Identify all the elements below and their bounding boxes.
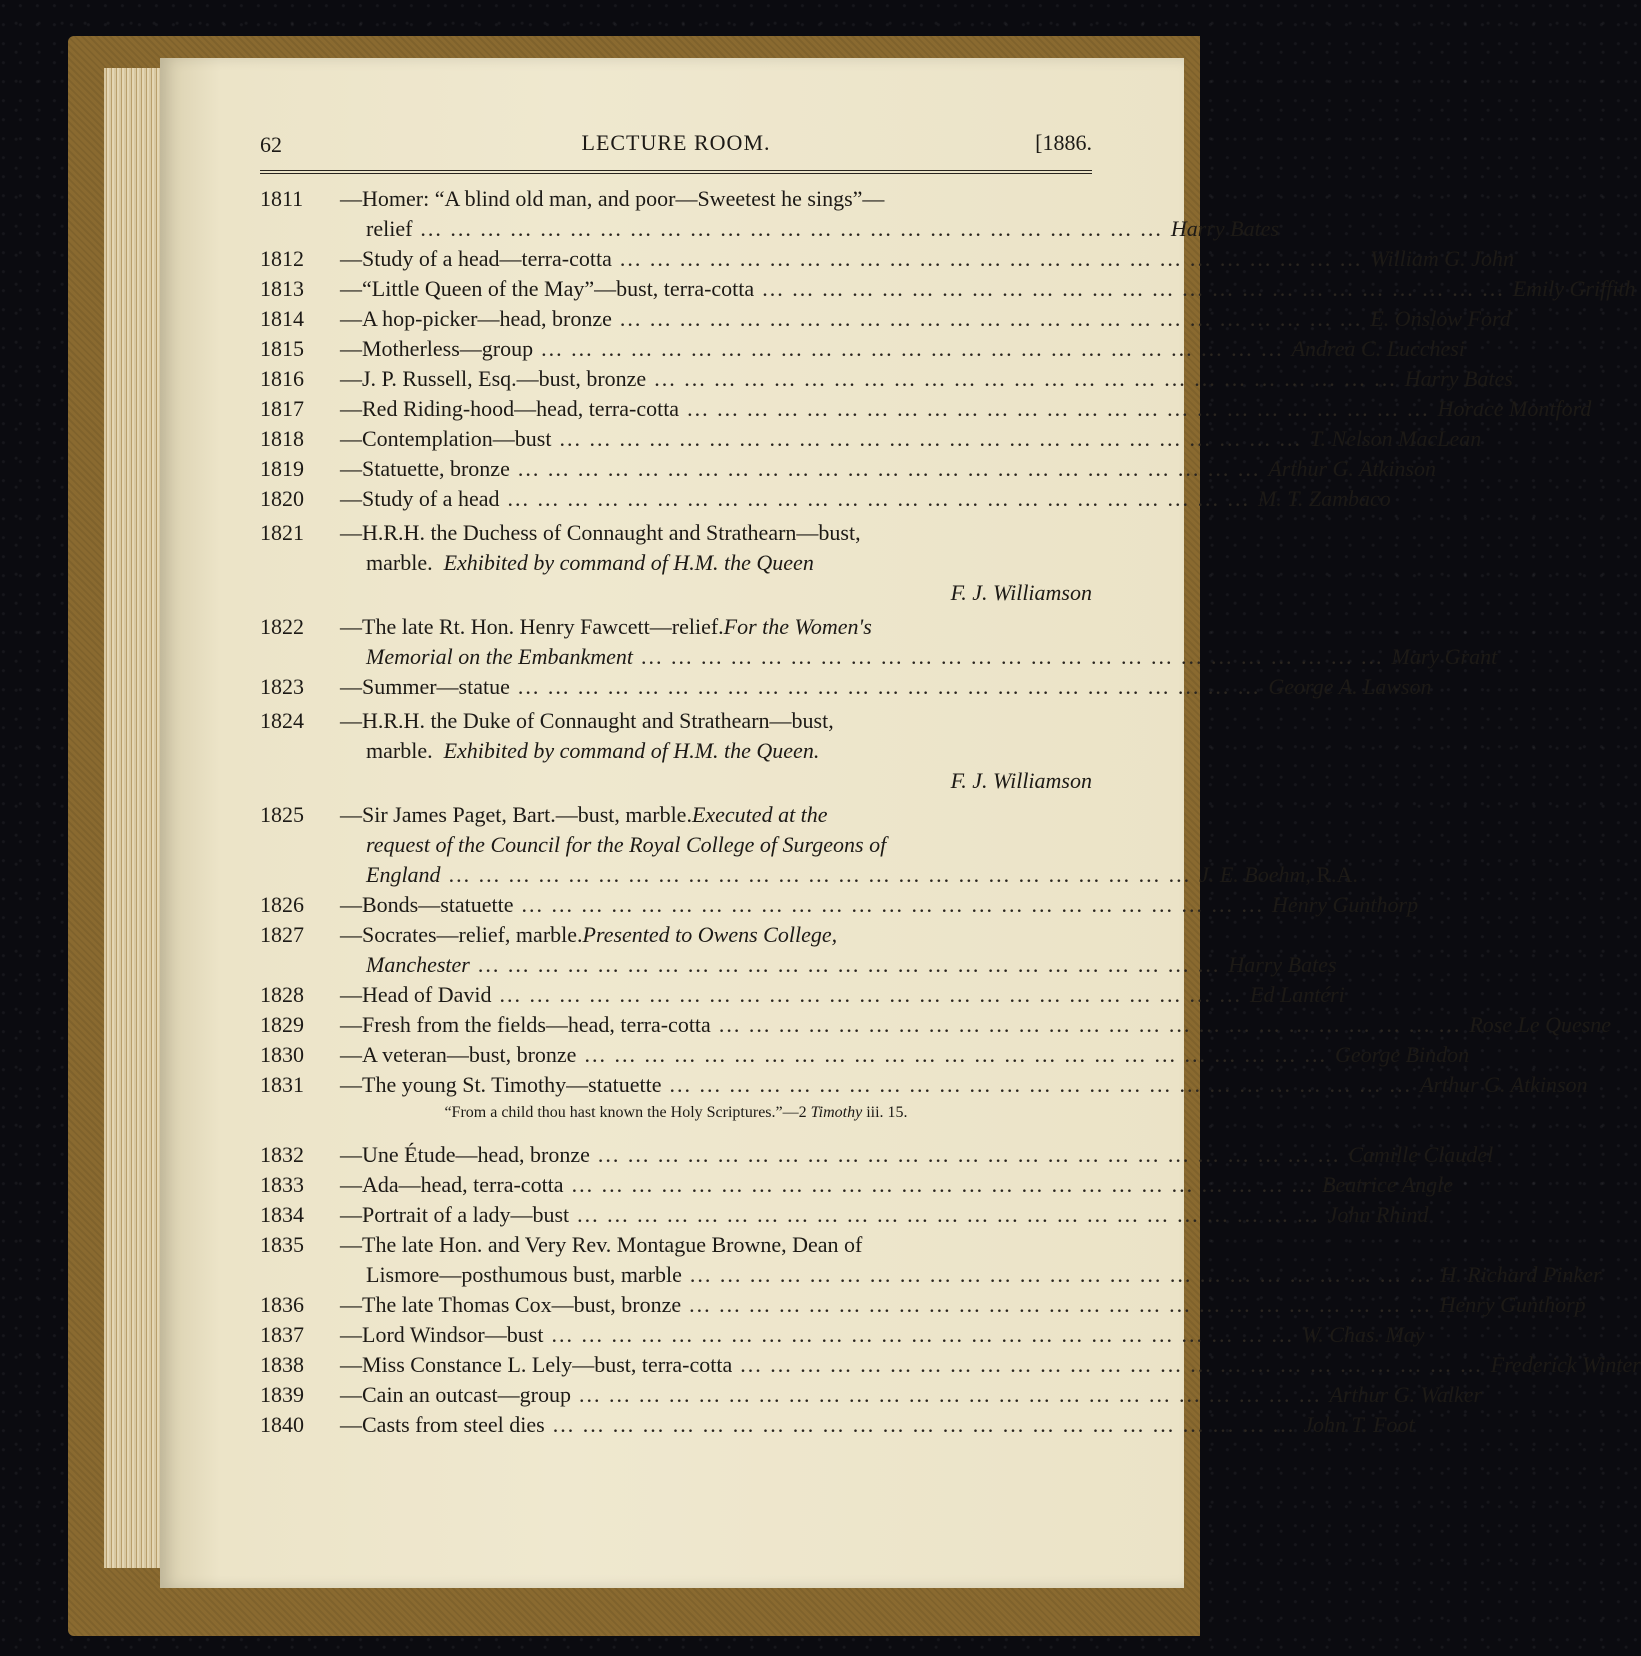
entry-number: 1820: [260, 486, 304, 511]
artist-name: John T. Foot: [1303, 1412, 1415, 1437]
entry-title: —Ada—head, terra-cotta: [340, 1172, 564, 1197]
catalogue-entry: [260, 1040, 1470, 1070]
catalogue-entry: [260, 394, 1592, 424]
entry-line: [260, 1230, 1092, 1260]
artist-name: J. E. Boehm: [1199, 862, 1306, 887]
entry-number: 1811: [260, 186, 304, 211]
entry-line: [260, 394, 1592, 424]
leader-dots: [470, 950, 1229, 980]
entry-line: [260, 548, 1092, 578]
catalogue-entry: [260, 304, 1511, 334]
entry-title: —A veteran—bust, bronze: [340, 1042, 577, 1067]
artist-name: Camille Claudel: [1348, 1142, 1494, 1167]
entry-number: 1836: [260, 1292, 304, 1317]
entry-number: 1828: [260, 982, 304, 1007]
page-number: 62: [260, 132, 282, 157]
catalogue-list: [260, 1140, 1641, 1440]
artist-name: George Bindon: [1334, 1042, 1470, 1067]
entry-title: —Homer: “A blind old man, and poor—Sweetest he sings”—: [340, 186, 885, 211]
artist-name: Emily Griffith: [1512, 276, 1636, 301]
leader-dots: [412, 214, 1171, 244]
entry-line: [260, 950, 1337, 980]
artist-name: George A. Lawson: [1268, 674, 1432, 699]
epigraph-verse: iii. 15.: [866, 1104, 908, 1121]
catalogue-entry: [260, 1070, 1588, 1100]
page-edges: [104, 68, 168, 1568]
leader-dots: [732, 1350, 1491, 1380]
entry-number: 1816: [260, 366, 304, 391]
entry-title: —H.R.H. the Duchess of Connaught and Strathearn—bust,: [340, 520, 861, 545]
catalogue-entry: [260, 424, 1482, 454]
leader-dots: [576, 1040, 1335, 1070]
entry-number: 1817: [260, 396, 304, 421]
entry-line: [260, 890, 1419, 920]
artist-name: Ed Lantéri: [1250, 982, 1345, 1007]
entry-line: [260, 672, 1432, 702]
entry-line: [260, 1320, 1425, 1350]
entry-line: [260, 214, 1280, 244]
entry-number: 1826: [260, 892, 304, 917]
artist-name: Horace Montford: [1437, 396, 1592, 421]
entry-line: [260, 1290, 1586, 1320]
catalogue-entry: [260, 244, 1514, 274]
entry-note: request of the Council for the Royal College of Surgeons of: [366, 832, 887, 857]
artist-name: Harry Bates: [1170, 216, 1280, 241]
running-head: [260, 124, 1092, 168]
leader-dots: [590, 1140, 1349, 1170]
entry-line: [260, 244, 1514, 274]
artist-name: Henry Gunthorp: [1272, 892, 1419, 917]
entry-title: —The late Rt. Hon. Henry Fawcett—relief.: [340, 614, 724, 639]
artist-name: Henry Gunthorp: [1439, 1292, 1586, 1317]
entry-line: [260, 334, 1465, 364]
entry-title: —Motherless—group: [340, 336, 534, 361]
leader-dots: [633, 642, 1392, 672]
leader-dots: [441, 860, 1200, 890]
entry-title: —Study of a head: [340, 486, 500, 511]
leader-dots: [711, 1010, 1470, 1040]
leader-dots: [510, 454, 1269, 484]
artist-name: William G. John: [1370, 246, 1514, 271]
entry-number: 1824: [260, 708, 304, 733]
entry-line: [260, 274, 1636, 304]
entry-title: —Bonds—statuette: [340, 892, 514, 917]
entry-title: —H.R.H. the Duke of Connaught and Strathearn—bust,: [340, 708, 834, 733]
catalogue-entry: [260, 1350, 1641, 1380]
entry-line: [260, 1010, 1612, 1040]
artist-name: T. Nelson MacLean: [1309, 426, 1482, 451]
entry-number: 1825: [260, 802, 304, 827]
leader-dots: [569, 1200, 1328, 1230]
entry-number: 1818: [260, 426, 304, 451]
artist-name: Andrea C. Lucchesi: [1291, 336, 1465, 361]
epigraph-text: “From a child thou hast known the Holy Scriptures.”—2: [444, 1104, 807, 1121]
entry-title: —A hop-picker—head, bronze: [340, 306, 612, 331]
catalogue-entry: [260, 890, 1419, 920]
entry-line: [260, 1200, 1429, 1230]
entry-title: —Fresh from the fields—head, terra-cotta: [340, 1012, 711, 1037]
entry-number: 1812: [260, 246, 304, 271]
catalogue-entry: [260, 1290, 1586, 1320]
entry-material: marble.: [366, 550, 433, 575]
entry-number: 1838: [260, 1352, 304, 1377]
catalogue-entry: [260, 706, 1092, 796]
catalogue-entry: [260, 672, 1432, 702]
leader-dots: [492, 980, 1251, 1010]
artist-name: Arthur G. Atkinson: [1268, 456, 1436, 481]
leader-dots: [551, 424, 1310, 454]
catalogue-entry: [260, 1200, 1429, 1230]
page-content: [260, 124, 1641, 1440]
year-label: [1886.: [1035, 130, 1092, 155]
entry-line: [260, 518, 1092, 548]
artist-name: Beatrice Angle: [1322, 1172, 1453, 1197]
entry-title: —Statuette, bronze: [340, 456, 510, 481]
catalogue-entry: [260, 1380, 1483, 1410]
epigraph: [260, 1104, 1092, 1122]
leader-dots: [646, 364, 1405, 394]
entry-title-cont: relief: [366, 216, 413, 241]
entry-number: 1819: [260, 456, 304, 481]
entry-number: 1823: [260, 674, 304, 699]
leader-dots: [499, 484, 1258, 514]
entry-line: [260, 184, 1092, 214]
entry-line: [260, 1350, 1641, 1380]
artist-name: H. Richard Pinker: [1440, 1262, 1602, 1287]
catalogue-entry: [260, 1230, 1602, 1290]
entry-note: Memorial on the Embankment: [366, 644, 633, 669]
artist-suffix: , R.A.: [1305, 862, 1358, 887]
leader-dots: [545, 1410, 1304, 1440]
catalogue-entry: [260, 800, 1358, 890]
artist-name: F. J. Williamson: [950, 580, 1092, 605]
catalogue-entry: [260, 612, 1498, 672]
leader-dots: [533, 334, 1292, 364]
entry-line: [260, 1410, 1415, 1440]
leader-dots: [612, 304, 1371, 334]
entry-line: [260, 920, 1092, 950]
entry-title: —Red Riding-hood—head, terra-cotta: [340, 396, 680, 421]
artist-name: Frederick Winter: [1490, 1352, 1641, 1377]
entry-number: 1814: [260, 306, 304, 331]
entry-title: —Socrates—relief, marble.: [340, 922, 583, 947]
catalogue-entry: [260, 1010, 1612, 1040]
entry-title: —Casts from steel dies: [340, 1412, 545, 1437]
entry-title: —Miss Constance L. Lely—bust, terra-cotta: [340, 1352, 733, 1377]
artist-name: Harry Bates: [1228, 952, 1337, 977]
catalogue-entry: [260, 1170, 1453, 1200]
artist-name: Mary Grant: [1391, 644, 1498, 669]
leader-dots: [571, 1380, 1330, 1410]
entry-title: —“Little Queen of the May”—bust, terra-cotta: [340, 276, 755, 301]
entry-note: Exhibited by command of H.M. the Queen: [443, 550, 814, 575]
artist-name: John Rhind: [1327, 1202, 1429, 1227]
entry-line: [260, 980, 1345, 1010]
entry-title: —Lord Windsor—bust: [340, 1322, 544, 1347]
entry-material: marble.: [366, 738, 433, 763]
artist-name: M. T. Zambaco: [1257, 486, 1391, 511]
catalogue-entry: [260, 920, 1337, 980]
entry-line: [260, 1040, 1470, 1070]
entry-line: [260, 612, 1092, 642]
entry-note: Executed at the: [691, 802, 828, 827]
entry-number: 1829: [260, 1012, 304, 1037]
catalogue-entry: [260, 484, 1391, 514]
entry-title: —The young St. Timothy—statuette: [340, 1072, 662, 1097]
leader-dots: [679, 394, 1438, 424]
artist-name: Rose Le Quesne: [1469, 1012, 1612, 1037]
entry-title: —Une Étude—head, bronze: [340, 1142, 590, 1167]
entry-number: 1832: [260, 1142, 304, 1167]
entry-line: [260, 1070, 1588, 1100]
page-title: LECTURE ROOM.: [581, 130, 771, 155]
entry-line: [260, 800, 1092, 830]
entry-number: 1822: [260, 614, 304, 639]
entry-line: [260, 1380, 1483, 1410]
catalogue-entry: [260, 454, 1436, 484]
entry-note: Exhibited by command of H.M. the Queen.: [443, 738, 820, 763]
entry-number: 1813: [260, 276, 304, 301]
catalogue-entry: [260, 1410, 1415, 1440]
book-page: [160, 58, 1641, 1588]
entry-line: [260, 424, 1482, 454]
catalogue-entry: [260, 980, 1345, 1010]
leader-dots: [514, 890, 1273, 920]
catalogue-entry: [260, 518, 1092, 608]
entry-number: 1839: [260, 1382, 304, 1407]
entry-line: [260, 364, 1513, 394]
entry-line: [260, 830, 1092, 860]
artist-name: Arthur G. Atkinson: [1419, 1072, 1588, 1097]
entry-number: 1831: [260, 1072, 304, 1097]
artist-name: E. Onslow Ford: [1370, 306, 1511, 331]
entry-number: 1840: [260, 1412, 304, 1437]
entry-title: —J. P. Russell, Esq.—bust, bronze: [340, 366, 647, 391]
entry-note: England: [366, 862, 441, 887]
entry-number: 1837: [260, 1322, 304, 1347]
catalogue-entry: [260, 274, 1636, 304]
entry-line: [260, 642, 1498, 672]
catalogue-list: [260, 184, 1636, 1100]
entry-title: —Cain an outcast—group: [340, 1382, 571, 1407]
entry-line: [260, 1140, 1494, 1170]
catalogue-entry: [260, 184, 1280, 244]
leader-dots: [543, 1320, 1302, 1350]
epigraph-book: Timothy: [810, 1104, 863, 1121]
leader-dots: [612, 244, 1371, 274]
artist-name: Arthur G. Walker: [1329, 1382, 1483, 1407]
entry-title: —Portrait of a lady—bust: [340, 1202, 570, 1227]
entry-line: [260, 706, 1092, 736]
entry-line: [260, 1260, 1602, 1290]
entry-title-cont: Lismore—posthumous bust, marble: [366, 1262, 682, 1287]
entry-title: —Sir James Paget, Bart.—bust, marble.: [340, 802, 692, 827]
leader-dots: [661, 1070, 1420, 1100]
entry-line: [260, 304, 1511, 334]
artist-name: [1199, 860, 1358, 890]
entry-number: 1834: [260, 1202, 304, 1227]
header-rule: [260, 170, 1092, 174]
entry-line: [260, 484, 1391, 514]
entry-note: Manchester: [366, 952, 470, 977]
artist-name: F. J. Williamson: [950, 768, 1092, 793]
catalogue-entry: [260, 334, 1465, 364]
catalogue-entry: [260, 1140, 1494, 1170]
entry-note: For the Women's: [723, 614, 872, 639]
entry-title: —Contemplation—bust: [340, 426, 552, 451]
entry-number: 1815: [260, 336, 304, 361]
catalogue-entry: [260, 364, 1513, 394]
entry-line: [260, 860, 1358, 890]
entry-number: 1821: [260, 520, 304, 545]
entry-title: —The late Hon. and Very Rev. Montague Browne, Dean of: [340, 1232, 863, 1257]
entry-note: Presented to Owens College,: [582, 922, 838, 947]
entry-line: [260, 736, 1092, 766]
catalogue-entry: [260, 1320, 1425, 1350]
leader-dots: [564, 1170, 1323, 1200]
entry-title: —Study of a head—terra-cotta: [340, 246, 612, 271]
entry-number: 1833: [260, 1172, 304, 1197]
entry-line: [260, 1170, 1453, 1200]
leader-dots: [754, 274, 1513, 304]
artist-name: Harry Bates: [1404, 366, 1513, 391]
entry-number: 1835: [260, 1232, 304, 1257]
artist-name: W. Chas. May: [1301, 1322, 1425, 1347]
leader-dots: [681, 1290, 1440, 1320]
entry-number: 1830: [260, 1042, 304, 1067]
leader-dots: [510, 672, 1269, 702]
entry-title: —Head of David: [340, 982, 492, 1007]
entry-title: —The late Thomas Cox—bust, bronze: [340, 1292, 682, 1317]
entry-line: [260, 454, 1436, 484]
entry-number: 1827: [260, 922, 304, 947]
entry-title: —Summer—statue: [340, 674, 510, 699]
leader-dots: [682, 1260, 1441, 1290]
